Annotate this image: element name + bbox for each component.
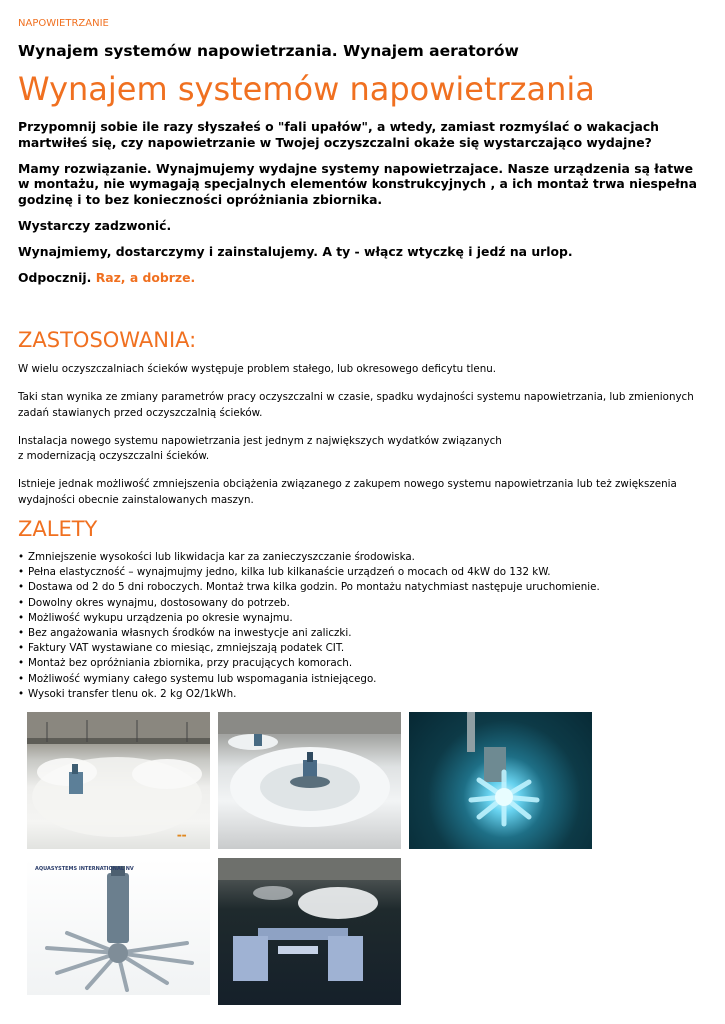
bullet-icon: • — [18, 566, 25, 579]
aeration-tank-photo — [27, 712, 210, 849]
applications-paragraph: Istnieje jednak możliwość zmniejszenia obciążenia związanego z zakupem nowego systemu napowietrzania lub też zwiększenia wydajności obecnie zainstalowanych maszyn. — [18, 478, 677, 506]
list-item — [18, 626, 708, 641]
page-title: Wynajem systemów napowietrzania — [18, 70, 595, 108]
page-subtitle: Wynajem systemów napowietrzania. Wynajem aeratorów — [18, 42, 519, 60]
aeration-tank-illustration — [27, 712, 210, 849]
list-item-text: Montaż bez opróżniania zbiornika, przy pracujących komorach. — [28, 657, 353, 670]
list-item — [18, 641, 708, 656]
floating-aerator-photo — [218, 858, 401, 1005]
intro-section — [18, 119, 708, 296]
list-item — [18, 687, 708, 702]
jet-aerator-illustration — [27, 858, 210, 995]
list-item-text: Możliwość wykupu urządzenia po okresie wynajmu. — [28, 611, 293, 624]
intro-paragraph: Wynajmiemy, dostarczymy i zainstalujemy. A ty - włącz wtyczkę i jedź na urlop. — [18, 243, 573, 259]
list-item-text: Dostawa od 2 do 5 dni roboczych. Montaż trwa kilka godzin. Po montażu natychmiast następuje uruchomienie. — [28, 581, 600, 594]
list-item — [18, 611, 708, 626]
bullet-icon: • — [18, 551, 25, 563]
bullet-icon: • — [18, 611, 25, 624]
list-item-text: Faktury VAT wystawiane co miesiąc, zmniejszają podatek CIT. — [28, 642, 345, 655]
applications-paragraph — [18, 434, 708, 465]
bullet-icon: • — [18, 627, 25, 640]
intro-rest-text: Odpocznij. — [18, 269, 96, 285]
advantages-heading: ZALETY — [18, 517, 98, 541]
applications-line: z modernizacją oczyszczalni ścieków. — [18, 450, 210, 462]
applications-section — [18, 362, 708, 521]
intro-accent-text: Raz, a dobrze. — [95, 269, 196, 285]
svg-text:▬▬: ▬▬ — [177, 833, 187, 839]
bullet-icon: • — [18, 581, 25, 594]
bullet-icon: • — [18, 657, 25, 670]
list-item — [18, 550, 708, 565]
intro-paragraph: Wystarczy zadzwonić. — [18, 217, 172, 233]
intro-paragraph: Przypomnij sobie ile razy słyszałeś o "fali upałów", a wtedy, zamiast rozmyślać o wakacjach martwiłeś się, czy napowietrzanie w Twojej oczyszczalni okaże się wystarczająco wydajne? — [18, 119, 660, 150]
radial-aerator-photo — [218, 712, 401, 849]
list-item — [18, 656, 708, 671]
bullet-icon: • — [18, 596, 25, 609]
list-item-text: Dowolny okres wynajmu, dostosowany do potrzeb. — [28, 596, 290, 609]
list-item-text: Zmniejszenie wysokości lub likwidacja kar za zanieczyszczanie środowiska. — [28, 551, 415, 563]
list-item-text: Pełna elastyczność – wynajmujmy jedno, kilka lub kilkanaście urządzeń o mocach od 4kW do 132 kW. — [28, 566, 551, 579]
intro-paragraph: Mamy rozwiązanie. Wynajmujemy wydajne systemy napowietrzajace. Nasze urządzenia są łatwe w montażu, nie wymagają specjalnych elementów konstrukcyjnych , a ich montaż trwa niespełna godzinę i to bez konieczności opróżniania zbiornika. — [18, 160, 697, 207]
category-label: NAPOWIETRZANIE — [18, 18, 109, 29]
diffuser-glow-photo — [409, 712, 592, 849]
intro-paragraph — [18, 270, 708, 286]
list-item-text: Wysoki transfer tlenu ok. 2 kg O2/1kWh. — [28, 687, 237, 700]
list-item-text: Bez angażowania własnych środków na inwestycje ani zaliczki. — [28, 627, 352, 640]
list-item — [18, 580, 708, 595]
applications-paragraph: W wielu oczyszczalniach ścieków występuje problem stałego, lub okresowego deficytu tlenu. — [18, 363, 497, 375]
list-item — [18, 565, 708, 580]
bullet-icon: • — [18, 642, 25, 655]
bullet-icon: • — [18, 687, 25, 700]
applications-heading: ZASTOSOWANIA: — [18, 328, 197, 352]
advantages-list — [18, 550, 708, 702]
applications-paragraph: Taki stan wynika ze zmiany parametrów pracy oczyszczalni w czasie, spadku wydajności systemu napowietrzania, lub zmienionych zadań stawianych przed oczyszczalnią ścieków. — [18, 391, 694, 419]
diffuser-glow-illustration — [409, 712, 592, 849]
list-item — [18, 596, 708, 611]
jet-aerator-photo — [27, 858, 210, 995]
bullet-icon: • — [18, 672, 25, 685]
company-banner: AQUASYSTEMS INTERNATIONAL NV — [35, 866, 134, 872]
radial-aerator-illustration — [218, 712, 401, 849]
applications-line: Instalacja nowego systemu napowietrzania jest jednym z największych wydatków związanych — [18, 434, 502, 447]
list-item-text: Możliwość wymiany całego systemu lub wspomagania istniejącego. — [28, 672, 377, 685]
floating-aerator-illustration — [218, 858, 401, 1005]
list-item — [18, 672, 708, 687]
